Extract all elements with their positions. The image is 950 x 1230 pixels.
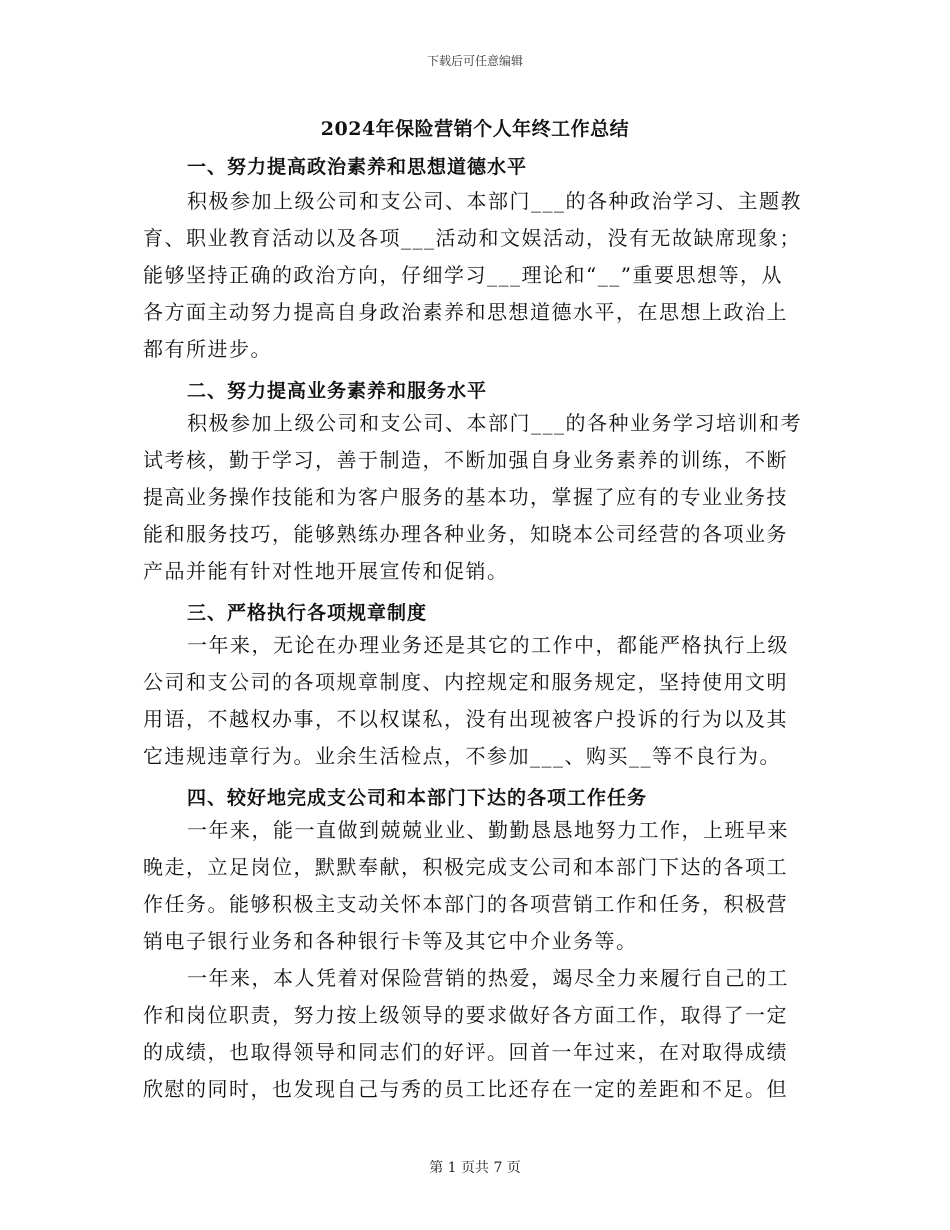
section-1-line-2: 育、职业教育活动以及各项___活动和文娱活动，没有无故缺席现象； [143, 226, 801, 250]
section-3-line-1: 一年来，无论在办理业务还是其它的工作中，都能严格执行上级 [187, 633, 789, 657]
closing-line-2: 作和岗位职责，努力按上级领导的要求做好各方面工作，取得了一定 [143, 1003, 788, 1027]
closing-line-3: 的成绩，也取得领导和同志们的好评。回首一年过来，在对取得成绩 [143, 1040, 788, 1064]
section-2-line-5: 产品并能有针对性地开展宣传和促销。 [143, 559, 509, 583]
section-1-line-4: 各方面主动努力提高自身政治素养和思想道德水平，在思想上政治上 [143, 300, 788, 324]
section-heading-1: 一、努力提高政治素养和思想道德水平 [187, 156, 528, 178]
section-3-line-4: 它违规违章行为。业余生活检点，不参加___、购买__等不良行为。 [143, 744, 781, 768]
section-1-line-3: 能够坚持正确的政治方向，仔细学习___理论和“__”重要思想等，从 [143, 263, 783, 287]
document-title: 2024年保险营销个人年终工作总结 [320, 118, 630, 140]
section-3-line-3: 用语，不越权办事，不以权谋私，没有出现被客户投诉的行为以及其 [143, 707, 788, 731]
section-4-line-1: 一年来，能一直做到兢兢业业、勤勤恳恳地努力工作，上班早来 [187, 818, 789, 842]
section-1-line-1: 积极参加上级公司和支公司、本部门___的各种政治学习、主题教 [187, 189, 802, 213]
closing-line-4: 欣慰的同时，也发现自己与秀的员工比还存在一定的差距和不足。但 [143, 1077, 788, 1101]
section-2-line-3: 提高业务操作技能和为客户服务的基本功，掌握了应有的专业业务技 [143, 485, 788, 509]
page-footer: 第 1 页共 7 页 [429, 1160, 521, 1176]
closing-line-1: 一年来，本人凭着对保险营销的热爱，竭尽全力来履行自己的工 [187, 966, 789, 990]
section-heading-4: 四、较好地完成支公司和本部门下达的各项工作任务 [187, 787, 648, 809]
section-3-line-2: 公司和支公司的各项规章制度、内控规定和服务规定，坚持使用文明 [143, 670, 788, 694]
section-heading-3: 三、严格执行各项规章制度 [187, 602, 428, 624]
section-2-line-4: 能和服务技巧，能够熟练办理各种业务，知晓本公司经营的各项业务 [143, 522, 788, 546]
section-4-line-4: 销电子银行业务和各种银行卡等及其它中介业务等。 [143, 929, 638, 953]
page-header: 下载后可任意编辑 [426, 54, 523, 68]
section-4-line-3: 作任务。能够积极主支动关怀本部门的各项营销工作和任务，积极营 [143, 892, 788, 916]
section-4-line-2: 晚走，立足岗位，默默奉献，积极完成支公司和本部门下达的各项工 [143, 855, 788, 879]
section-1-line-5: 都有所进步。 [143, 337, 272, 361]
section-2-line-2: 试考核，勤于学习，善于制造，不断加强自身业务素养的训练，不断 [143, 448, 788, 472]
section-heading-2: 二、努力提高业务素养和服务水平 [187, 380, 488, 402]
section-2-line-1: 积极参加上级公司和支公司、本部门___的各种业务学习培训和考 [187, 411, 802, 435]
